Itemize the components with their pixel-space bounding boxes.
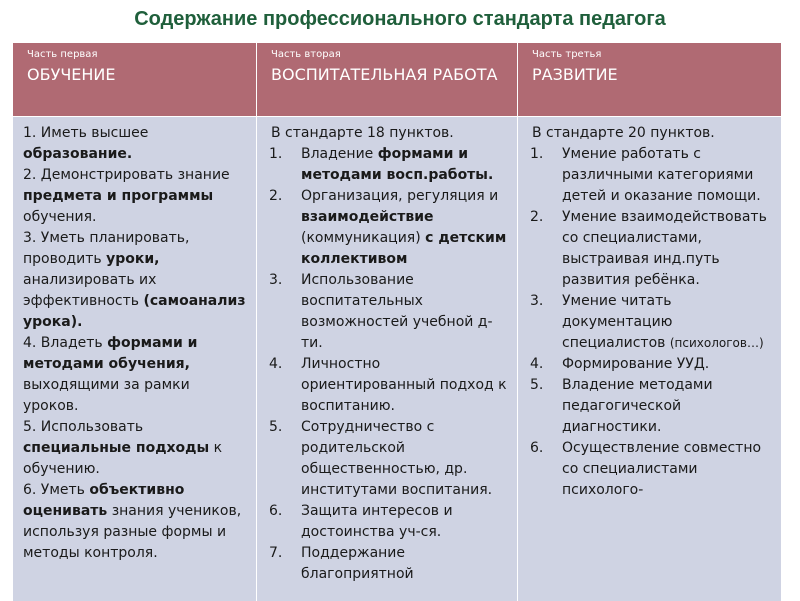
item-text: Защита интересов и достоинства уч-ся. <box>301 503 453 540</box>
list-item <box>23 417 249 480</box>
item-bold-text: объективно оценивать <box>23 482 185 519</box>
part-title: ОБУЧЕНИЕ <box>27 65 116 84</box>
list-item <box>263 354 510 417</box>
header-cell-2 <box>256 43 516 116</box>
item-text: (коммуникация) <box>301 230 426 246</box>
list-item <box>524 375 775 438</box>
item-text: знания учеников, используя разные формы и методы контроля. <box>23 503 242 561</box>
item-text: 1. Иметь высшее <box>23 125 149 141</box>
numbered-list <box>263 144 510 585</box>
item-number: 4. <box>269 356 283 372</box>
part-label: Часть третья <box>532 49 602 60</box>
item-number: 1. <box>269 146 283 162</box>
item-text: выходящими за рамки уроков. <box>23 377 190 414</box>
list-item <box>524 144 775 207</box>
item-text: Умение читать документацию специалистов <box>562 293 673 351</box>
list-item <box>263 501 510 543</box>
item-text: Поддержание благоприятной <box>301 545 414 582</box>
item-number: 1. <box>530 146 544 162</box>
cell-intro: В стандарте 20 пунктов. <box>532 125 715 141</box>
item-number: 2. <box>530 209 544 225</box>
item-text: анализировать их эффективность <box>23 272 157 309</box>
part-title: РАЗВИТИЕ <box>532 65 618 84</box>
list-item <box>23 228 249 333</box>
item-text: Умение взаимодействовать со специалистами, выстраивая инд.путь развития ребёнка. <box>562 209 767 288</box>
item-text: обучения. <box>23 209 97 225</box>
item-bold-text: специальные подходы <box>23 440 210 456</box>
item-bold-text: уроки, <box>106 251 160 267</box>
item-text: к обучению. <box>23 440 223 477</box>
list-item <box>23 123 249 165</box>
item-text: Использование воспитательных возможностей учебной д-ти. <box>301 272 493 351</box>
item-small-text: (психологов…) <box>669 336 764 350</box>
item-number: 6. <box>530 440 544 456</box>
list-item <box>524 291 775 354</box>
list-item <box>263 417 510 501</box>
item-text: Организация, регуляция и <box>301 188 499 204</box>
list-item <box>23 333 249 417</box>
item-text: Сотрудничество с родительской общественностью, др. институтами воспитания. <box>301 419 493 498</box>
list-item <box>23 165 249 228</box>
item-number: 2. <box>269 188 283 204</box>
item-text: 4. Владеть <box>23 335 108 351</box>
standard-table <box>12 42 780 600</box>
item-number: 7. <box>269 545 283 561</box>
table-header-row <box>13 43 781 116</box>
list-item <box>524 438 775 501</box>
item-text: Владение <box>301 146 378 162</box>
item-bold-text: формами и методами восп.работы. <box>301 146 494 183</box>
page-title: Содержание профессионального стандарта педагога <box>134 8 666 30</box>
item-bold-text: с детским коллективом <box>301 230 507 267</box>
item-number: 3. <box>269 272 283 288</box>
item-text: Формирование УУД. <box>562 356 710 372</box>
item-number: 5. <box>530 377 544 393</box>
header-cell-3 <box>517 43 781 116</box>
item-text: 5. Использовать <box>23 419 144 435</box>
part-title: ВОСПИТАТЕЛЬНАЯ РАБОТА <box>271 65 498 84</box>
item-text: 2. Демонстрировать знание <box>23 167 230 183</box>
item-text: Умение работать с различными категориями детей и оказание помощи. <box>562 146 761 204</box>
item-number: 5. <box>269 419 283 435</box>
part-label: Часть первая <box>27 49 98 60</box>
item-text: Личностно ориентированный подход к воспитанию. <box>301 356 507 414</box>
body-cell-3 <box>517 117 781 601</box>
item-bold-text: предмета и программы <box>23 188 214 204</box>
item-text: 6. Уметь <box>23 482 90 498</box>
item-bold-text: образование. <box>23 146 133 162</box>
part-label: Часть вторая <box>271 49 341 60</box>
item-bold-text: взаимодействие <box>301 209 434 225</box>
item-text: Владение методами педагогической диагностики. <box>562 377 713 435</box>
list-item <box>263 186 510 270</box>
item-text: Осуществление совместно со специалистами психолого- <box>562 440 762 498</box>
list-item <box>263 543 510 585</box>
item-bold-text: (самоанализ урока). <box>23 293 246 330</box>
body-cell-2 <box>256 117 516 601</box>
list-item <box>263 270 510 354</box>
numbered-list <box>524 144 775 501</box>
list-item <box>263 144 510 186</box>
item-text: 3. Уметь планировать, проводить <box>23 230 190 267</box>
list-item <box>524 207 775 291</box>
table-body-row <box>13 117 781 601</box>
body-cell-1 <box>13 117 255 601</box>
list-item <box>524 354 775 375</box>
item-number: 4. <box>530 356 544 372</box>
item-bold-text: формами и методами обучения, <box>23 335 198 372</box>
header-cell-1 <box>13 43 255 116</box>
list-item <box>23 480 249 564</box>
cell-intro: В стандарте 18 пунктов. <box>271 125 454 141</box>
item-number: 3. <box>530 293 544 309</box>
item-number: 6. <box>269 503 283 519</box>
